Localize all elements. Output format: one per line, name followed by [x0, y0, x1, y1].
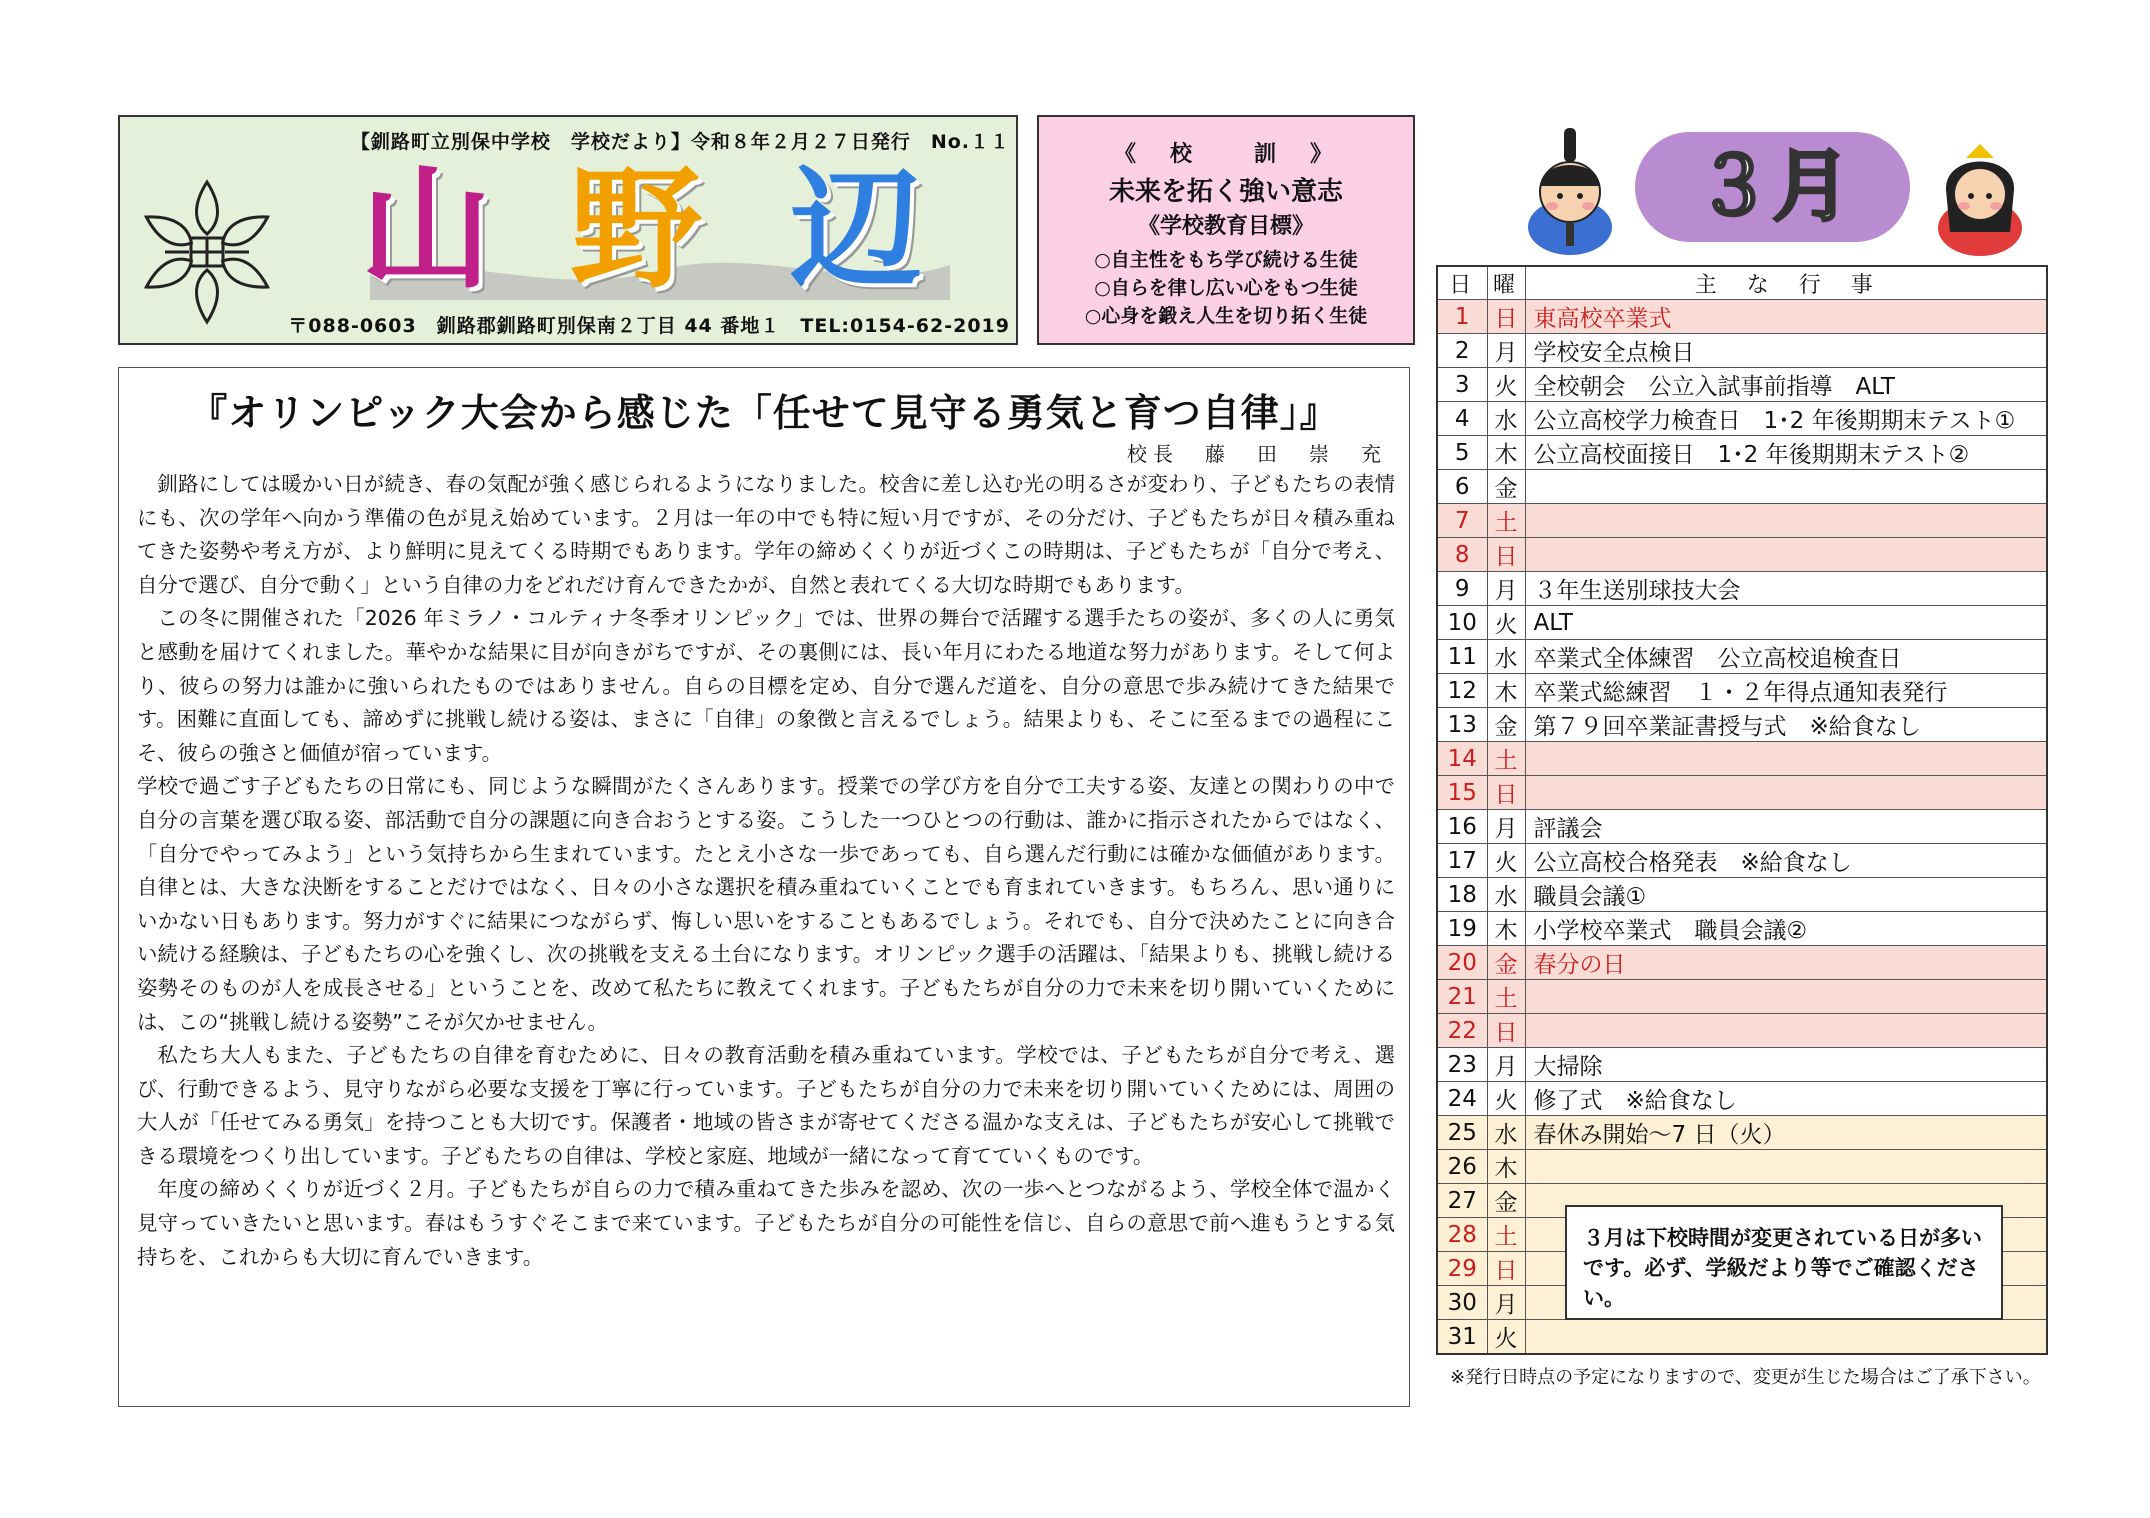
calendar-row: [1437, 844, 2047, 878]
calendar-event: [1525, 1014, 2047, 1048]
article-paragraph: この冬に開催された「2026 年ミラノ・コルティナ冬季オリンピック」では、世界の舞台で活躍する選手たちの姿が、多くの人に勇気と感動を届けてくれました。華やかな結果に目が向きがちですが、その裏側には、長い年月にわたる地道な努力があります。そして何より、彼らの努力は誰かに強いられたものではありません。自らの目標を定め、自分で選んだ道を、自分の意思で歩み続けてきた結果です。困難に直面しても、諦めずに挑戦し続ける姿は、まさに「自律」の象徴と言えるでしょう。結果よりも、そこに至るまでの過程にこそ、彼らの強さと価値が宿っています。: [137, 606, 1395, 765]
calendar-weekday: 金: [1487, 1184, 1525, 1218]
calendar-row: [1437, 980, 2047, 1014]
calendar-day: 15: [1437, 776, 1487, 810]
calendar-row: [1437, 1048, 2047, 1082]
article-paragraph: 学校で過ごす子どもたちの日常にも、同じような瞬間がたくさんあります。授業での学び方を自分で工夫する姿、友達との関わりの中で自分の言葉を選び取る姿、部活動で自分の課題に向き合おうとする姿。こうした一つひとつの行動は、誰かに指示されたからではなく、「自分でやってみよう」という気持ちから生まれています。たとえ小さな一歩であっても、自ら選んだ行動には確かな価値があります。自律とは、大きな決断をすることだけではなく、日々の小さな選択を積み重ねていくことでも育まれていきます。もちろん、思い通りにいかない日もあります。努力がすぐに結果につながらず、悔しい思いをすることもあるでしょう。それでも、自分で決めたことに向き合い続ける経験は、子どもたちの心を強くし、次の挑戦を支える土台になります。オリンピック選手の活躍は、「結果よりも、挑戦し続ける姿勢そのものが人を成長させる」ということを、改めて私たちに教えてくれます。子どもたちが自分の力で未来を切り開いていくためには、この“挑戦し続ける姿勢”こそが欠かせません。: [137, 774, 1395, 1034]
calendar-weekday: 火: [1487, 368, 1525, 402]
calendar-weekday: 日: [1487, 300, 1525, 334]
goal-heading: 《学校教育目標》: [1137, 214, 1314, 239]
calendar-weekday: 土: [1487, 504, 1525, 538]
masthead: [118, 115, 1018, 345]
school-emblem-icon: [132, 177, 282, 327]
calendar-event: 東高校卒業式: [1525, 300, 2047, 334]
calendar-header-row: [1437, 266, 2047, 300]
calendar-day: 31: [1437, 1320, 1487, 1355]
calendar-event: ３年生送別球技大会: [1525, 572, 2047, 606]
calendar-day: 5: [1437, 436, 1487, 470]
calendar-row: [1437, 334, 2047, 368]
calendar-body: [1437, 300, 2047, 1355]
calendar-day: 29: [1437, 1252, 1487, 1286]
calendar-weekday: 金: [1487, 470, 1525, 504]
calendar-day: 28: [1437, 1218, 1487, 1252]
calendar-event: 春分の日: [1525, 946, 2047, 980]
calendar-weekday: 月: [1487, 1048, 1525, 1082]
article-body: [137, 468, 1395, 1274]
calendar-row: [1437, 1150, 2047, 1184]
title-char-1: 山: [360, 153, 492, 307]
calendar-row: [1437, 810, 2047, 844]
calendar-weekday: 木: [1487, 912, 1525, 946]
calendar-row: [1437, 606, 2047, 640]
motto-heading: 《 校 訓 》: [1113, 142, 1338, 167]
calendar-day: 20: [1437, 946, 1487, 980]
calendar-weekday: 木: [1487, 674, 1525, 708]
article-paragraph: 釧路にしては暖かい日が続き、春の気配が強く感じられるようになりました。校舎に差し込む光の明るさが変わり、子どもたちの表情にも、次の学年へ向かう準備の色が見え始めています。２月は一年の中でも特に短い月ですが、その分だけ、子どもたちが日々積み重ねてきた姿勢や考え方が、より鮮明に見えてくる時期でもあります。学年の締めくくりが近づくこの時期は、子どもたちが「自分で考え、自分で選び、自分で動く」という自律の力をどれだけ育んできたかが、自然と表れてくる大切な時期でもあります。: [137, 472, 1395, 597]
calendar-weekday: 木: [1487, 436, 1525, 470]
calendar-event: 卒業式全体練習 公立高校追検査日: [1525, 640, 2047, 674]
calendar-weekday: 金: [1487, 946, 1525, 980]
calendar-event: 公立高校面接日 1･2 年後期期末テスト②: [1525, 436, 2047, 470]
calendar-weekday: 月: [1487, 1286, 1525, 1320]
calendar-row: [1437, 878, 2047, 912]
calendar-weekday: 火: [1487, 844, 1525, 878]
calendar-row: [1437, 436, 2047, 470]
calendar-event: 第７９回卒業証書授与式 ※給食なし: [1525, 708, 2047, 742]
calendar-row: [1437, 708, 2047, 742]
calendar-event: 公立高校学力検査日 1･2 年後期期末テスト①: [1525, 402, 2047, 436]
calendar-event: [1525, 980, 2047, 1014]
article-title: 『オリンピック大会から感じた「任せて見守る勇気と育つ自律」』: [189, 391, 1339, 435]
calendar-day: 6: [1437, 470, 1487, 504]
calendar-day: 13: [1437, 708, 1487, 742]
month-header: [1515, 112, 2035, 262]
article-author: 校長 藤 田 崇 充: [1127, 442, 1387, 466]
calendar-day: 10: [1437, 606, 1487, 640]
calendar-event: ALT: [1525, 606, 2047, 640]
calendar-weekday: 金: [1487, 708, 1525, 742]
goal-item: ○自主性をもち学び続ける生徒: [1094, 249, 1358, 271]
calendar-weekday: 月: [1487, 810, 1525, 844]
calendar-day: 14: [1437, 742, 1487, 776]
calendar-header-dow: 曜: [1487, 266, 1525, 300]
calendar-header-event: 主 な 行 事: [1525, 266, 2047, 300]
calendar-event: 小学校卒業式 職員会議②: [1525, 912, 2047, 946]
calendar-row: [1437, 300, 2047, 334]
calendar-day: 1: [1437, 300, 1487, 334]
calendar-day: 12: [1437, 674, 1487, 708]
article-paragraph: 私たち大人もまた、子どもたちの自律を育むために、日々の教育活動を積み重ねています。学校では、子どもたちが自分で考え、選び、行動できるよう、見守りながら必要な支援を丁寧に行っています。子どもたちが自分の力で未来を切り開いていくためには、周囲の大人が「任せてみる勇気」を持つことも大切です。保護者・地域の皆さまが寄せてくださる温かな支えは、子どもたちが安心して挑戦できる環境をつくり出しています。子どもたちの自律は、学校と家庭、地域が一緒になって育てていくものです。: [137, 1043, 1395, 1168]
calendar-footnote: ※発行日時点の予定になりますので、変更が生じた場合はご了承下さい。: [1450, 1367, 2041, 1388]
title-char-2: 野: [570, 153, 702, 307]
calendar-row: [1437, 1116, 2047, 1150]
calendar-event: 公立高校合格発表 ※給食なし: [1525, 844, 2047, 878]
calendar-weekday: 土: [1487, 1218, 1525, 1252]
calendar-day: 11: [1437, 640, 1487, 674]
goal-item: ○自らを律し広い心をもつ生徒: [1094, 277, 1358, 299]
calendar-event: [1525, 742, 2047, 776]
calendar-day: 26: [1437, 1150, 1487, 1184]
calendar-weekday: 月: [1487, 572, 1525, 606]
calendar-day: 7: [1437, 504, 1487, 538]
calendar-row: [1437, 1320, 2047, 1355]
calendar-event: 修了式 ※給食なし: [1525, 1082, 2047, 1116]
month-label: ３月: [1694, 142, 1851, 232]
calendar-row: [1437, 946, 2047, 980]
calendar-event: 評議会: [1525, 810, 2047, 844]
title-char-3: 辺: [790, 153, 922, 307]
calendar-weekday: 火: [1487, 1320, 1525, 1355]
calendar-row: [1437, 1082, 2047, 1116]
masthead-header: 【釧路町立別保中学校 学校だより】令和８年２月２７日発行 No.１１: [350, 131, 1010, 153]
schedule-notice: ３月は下校時間が変更されている日が多いです。必ず、学級だより等でご確認ください。: [1565, 1205, 2003, 1320]
calendar-weekday: 水: [1487, 640, 1525, 674]
calendar-row: [1437, 640, 2047, 674]
calendar-day: 27: [1437, 1184, 1487, 1218]
calendar-row: [1437, 504, 2047, 538]
calendar-weekday: 日: [1487, 1252, 1525, 1286]
calendar-weekday: 月: [1487, 334, 1525, 368]
calendar-event: [1525, 1150, 2047, 1184]
calendar-row: [1437, 674, 2047, 708]
calendar-event: 春休み開始～7 日（火）: [1525, 1116, 2047, 1150]
calendar-event: 学校安全点検日: [1525, 334, 2047, 368]
calendar-day: 19: [1437, 912, 1487, 946]
calendar-row: [1437, 1014, 2047, 1048]
calendar-day: 17: [1437, 844, 1487, 878]
calendar-weekday: 木: [1487, 1150, 1525, 1184]
calendar-row: [1437, 470, 2047, 504]
calendar-row: [1437, 742, 2047, 776]
motto-text: 未来を拓く強い意志: [1108, 177, 1343, 207]
calendar-day: 9: [1437, 572, 1487, 606]
calendar-row: [1437, 538, 2047, 572]
calendar-weekday: 土: [1487, 980, 1525, 1014]
calendar-weekday: 日: [1487, 1014, 1525, 1048]
calendar-event: [1525, 776, 2047, 810]
calendar-event: [1525, 470, 2047, 504]
school-address: 〒088-0603 釧路郡釧路町別保南２丁目 44 番地１ TEL:0154-62-2019: [288, 315, 1010, 337]
calendar-event: [1525, 504, 2047, 538]
calendar-row: [1437, 368, 2047, 402]
calendar-day: 8: [1437, 538, 1487, 572]
calendar-weekday: 火: [1487, 606, 1525, 640]
school-motto-box: [1037, 115, 1415, 345]
calendar-weekday: 日: [1487, 538, 1525, 572]
calendar-day: 22: [1437, 1014, 1487, 1048]
newsletter-title: [320, 155, 1000, 305]
calendar-day: 24: [1437, 1082, 1487, 1116]
calendar-row: [1437, 912, 2047, 946]
calendar-day: 16: [1437, 810, 1487, 844]
calendar-row: [1437, 572, 2047, 606]
goal-item: ○心身を鍛え人生を切り拓く生徒: [1084, 305, 1368, 327]
calendar-day: 21: [1437, 980, 1487, 1014]
calendar-day: 3: [1437, 368, 1487, 402]
calendar-weekday: 土: [1487, 742, 1525, 776]
article-paragraph: 年度の締めくくりが近づく２月。子どもたちが自らの力で積み重ねてきた歩みを認め、次の一歩へとつながるよう、学校全体で温かく見守っていきたいと思います。春はもうすぐそこまで来ています。子どもたちが自分の可能性を信じ、自らの意思で前へ進もうとする気持ちを、これからも大切に育んでいきます。: [137, 1177, 1395, 1269]
calendar-day: 25: [1437, 1116, 1487, 1150]
calendar-day: 23: [1437, 1048, 1487, 1082]
calendar-event: 大掃除: [1525, 1048, 2047, 1082]
calendar-weekday: 水: [1487, 878, 1525, 912]
calendar-weekday: 水: [1487, 402, 1525, 436]
calendar-event: [1525, 1320, 2047, 1355]
calendar-event: [1525, 538, 2047, 572]
calendar-event: 全校朝会 公立入試事前指導 ALT: [1525, 368, 2047, 402]
calendar-day: 4: [1437, 402, 1487, 436]
calendar-day: 18: [1437, 878, 1487, 912]
calendar-row: [1437, 402, 2047, 436]
events-calendar: [1436, 265, 2048, 1355]
calendar-event: 職員会議①: [1525, 878, 2047, 912]
calendar-day: 2: [1437, 334, 1487, 368]
calendar-weekday: 日: [1487, 776, 1525, 810]
calendar-weekday: 火: [1487, 1082, 1525, 1116]
calendar-header-day: 日: [1437, 266, 1487, 300]
calendar-day: 30: [1437, 1286, 1487, 1320]
calendar-row: [1437, 776, 2047, 810]
principal-article: [118, 367, 1410, 1407]
calendar-weekday: 水: [1487, 1116, 1525, 1150]
calendar-event: 卒業式総練習 １・２年得点通知表発行: [1525, 674, 2047, 708]
